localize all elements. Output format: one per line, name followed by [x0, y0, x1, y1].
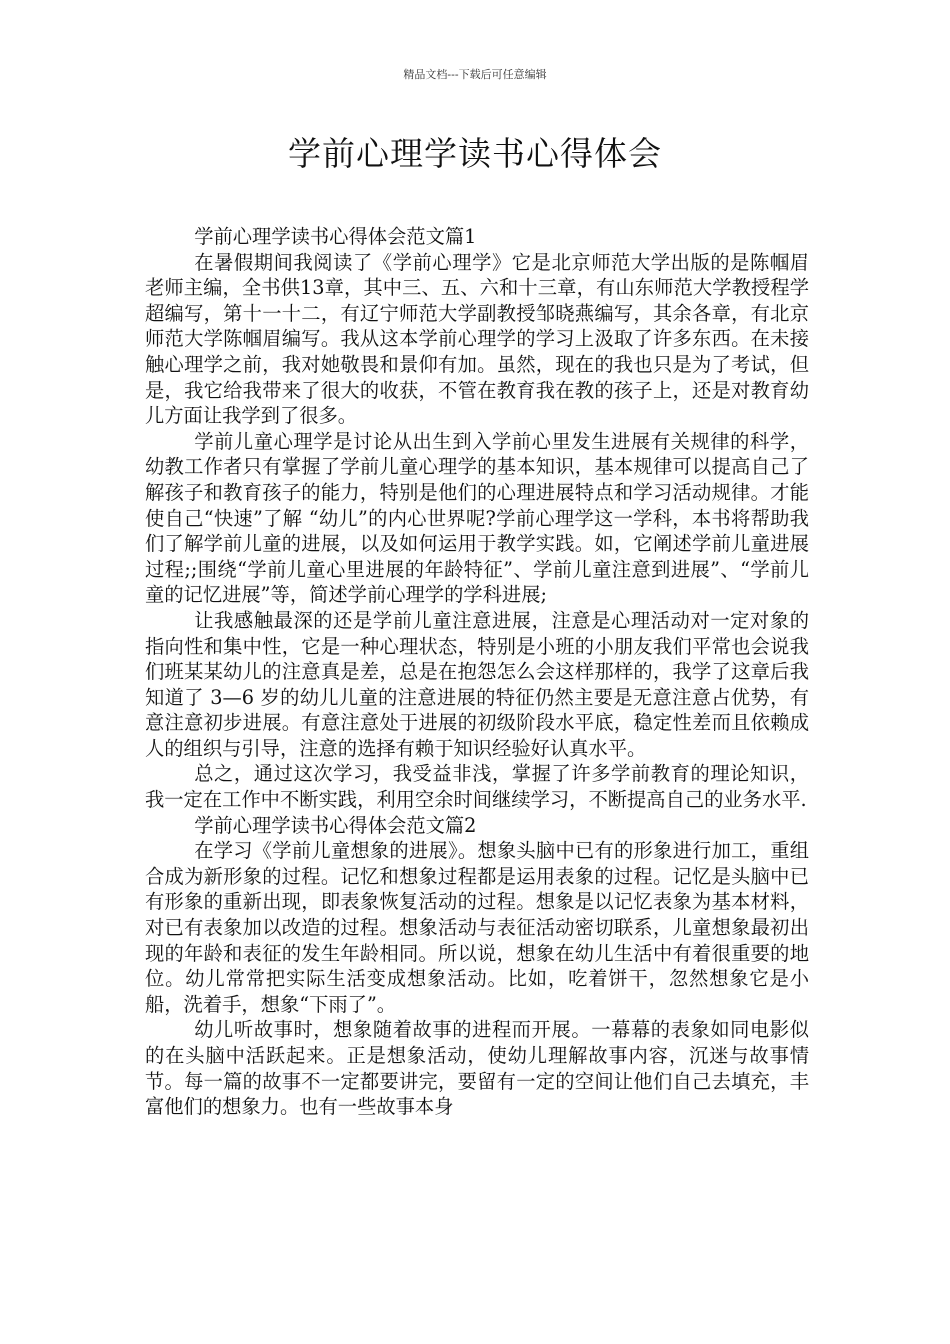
- paragraph: 在暑假期间我阅读了《学前心理学》它是北京师范大学出版的是陈帼眉老师主编，全书供13章，其中三、五、六和十三章，有山东师范大学教授程学超编写，第十一十二，有辽宁师范大学副教授邹晓燕编写，其余各章，有北京师范大学陈帼眉编写。我从这本学前心理学的学习上汲取了许多东西。在未接触心理学之前，我对她敬畏和景仰有加。虽然，现在的我也只是为了考试，但是，我它给我带来了很大的收获，不管在教育我在教的孩子上，还是对教育幼儿方面让我学到了很多。: [145, 250, 809, 428]
- document-title: 学前心理学读书心得体会: [288, 134, 662, 173]
- paragraph: 幼儿听故事时，想象随着故事的进程而开展。一幕幕的表象如同电影似的在头脑中活跃起来。正是想象活动，使幼儿理解故事内容，沉迷与故事情节。每一篇的故事不一定都要讲完，要留有一定的空间让他们自己去填充，丰富他们的想象力。也有一些故事本身: [145, 1018, 809, 1119]
- paragraph: 总之，通过这次学习，我受益非浅，掌握了许多学前教育的理论知识，我一定在工作中不断实践，利用空余时间继续学习，不断提高自己的业务水平.: [145, 762, 809, 812]
- paragraph: 在学习《学前儿童想象的进展》。想象头脑中已有的形象进行加工，重组合成为新形象的过程。记忆和想象过程都是运用表象的过程。记忆是头脑中已有形象的重新出现，即表象恢复活动的过程。想象是以记忆表象为基本材料，对已有表象加以改造的过程。想象活动与表征活动密切联系，儿童想象最初出现的年龄和表征的发生年龄相同。所以说，想象在幼儿生活中有着很重要的地位。幼儿常常把实际生活变成想象活动。比如，吃着饼干，忽然想象它是小船，洗着手，想象“下雨了”。: [145, 839, 809, 1016]
- document-body: [145, 224, 809, 1120]
- paragraph: 学前儿童心理学是讨论从出生到入学前心里发生进展有关规律的科学，幼教工作者只有掌握了学前儿童心理学的基本知识，基本规律可以提高自己了解孩子和教育孩子的能力，特别是他们的心理进展特点和学习活动规律。才能使自己“快速”了解 “幼儿”的内心世界呢?学前心理学这一学科，本书将帮助我们了解学前儿童的进展，以及如何运用于教学实践。如，它阐述学前儿童进展过程;;围绕“学前儿童心里进展的年龄特征”、学前儿童注意到进展”、“学前儿童的记忆进展”等，简述学前心理学的学科进展;: [145, 429, 809, 607]
- paragraph: 让我感触最深的还是学前儿童注意进展，注意是心理活动对一定对象的指向性和集中性，它是一种心理状态，特别是小班的小朋友我们平常也会说我们班某某幼儿的注意真是差，总是在抱怨怎么会这样那样的，我学了这章后我知道了 3—6 岁的幼儿儿童的注意进展的特征仍然主要是无意注意占优势，有意注意初步进展。有意注意处于进展的初级阶段水平底，稳定性差而且依赖成人的组织与引导，注意的选择有赖于知识经验好认真水平。: [145, 608, 809, 760]
- section-heading-1: 学前心理学读书心得体会范文篇1: [194, 225, 477, 248]
- section-heading-2: 学前心理学读书心得体会范文篇2: [194, 813, 477, 837]
- header-note: 精品文档---下载后可任意编辑: [403, 68, 547, 81]
